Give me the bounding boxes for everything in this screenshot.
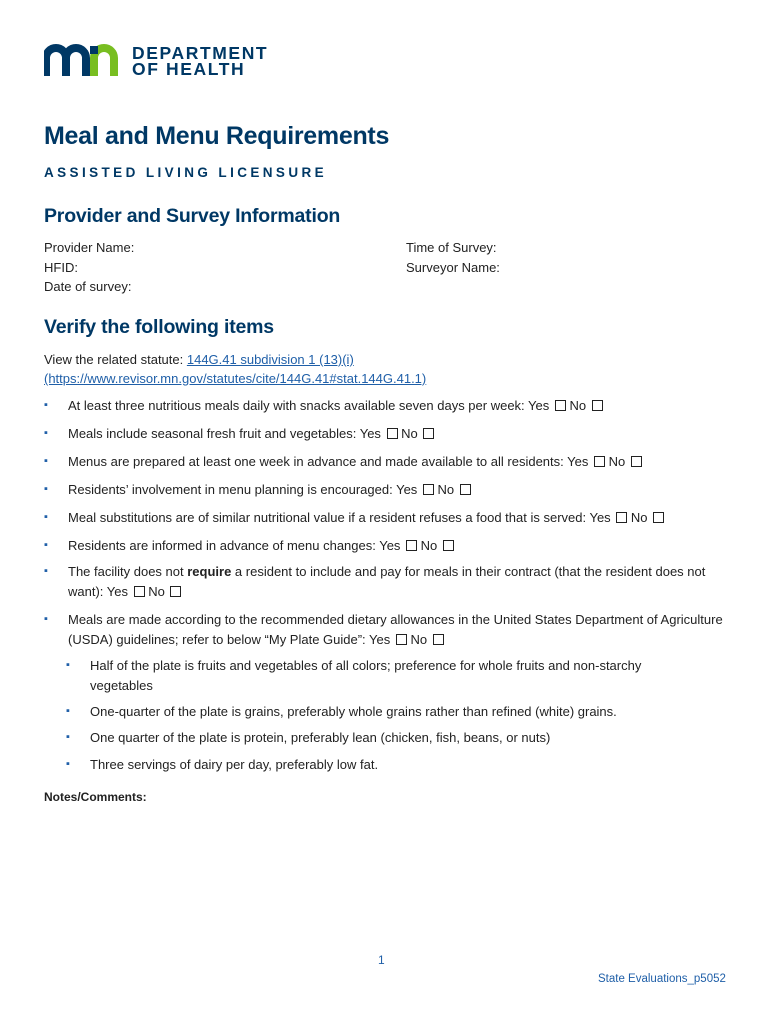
no-checkbox[interactable] bbox=[423, 428, 434, 439]
bullet-icon: ▪ bbox=[44, 613, 48, 625]
bullet-icon: ▪ bbox=[44, 565, 48, 577]
page-subtitle: ASSISTED LIVING LICENSURE bbox=[44, 165, 328, 180]
checklist-item bbox=[44, 562, 724, 601]
time-of-survey-label: Time of Survey: bbox=[406, 240, 497, 255]
surveyor-name-label: Surveyor Name: bbox=[406, 259, 500, 275]
bullet-icon: ▪ bbox=[66, 731, 70, 743]
checklist-item bbox=[44, 610, 724, 649]
no-label: No bbox=[565, 398, 590, 413]
item-text: Meals are made according to the recommended dietary allowances in the United States Department of Agriculture (USDA) guidelines; refer to below “My Plate Guide”: Yes bbox=[68, 612, 723, 647]
verify-heading: Verify the following items bbox=[44, 316, 274, 338]
no-checkbox[interactable] bbox=[460, 484, 471, 495]
sub-item-text: Three servings of dairy per day, preferably low fat. bbox=[90, 757, 379, 772]
no-label: No bbox=[627, 510, 652, 525]
item-text: Meals include seasonal fresh fruit and vegetables: Yes bbox=[68, 426, 385, 441]
statute-prefix: View the related statute: bbox=[44, 352, 187, 367]
sub-list-item bbox=[66, 656, 706, 695]
item-text: Menus are prepared at least one week in advance and made available to all residents: Yes bbox=[68, 454, 592, 469]
checklist-item bbox=[44, 536, 724, 556]
yes-checkbox[interactable] bbox=[555, 400, 566, 411]
yes-checkbox[interactable] bbox=[423, 484, 434, 495]
item-text-bold: require bbox=[187, 564, 232, 579]
item-text-before: The facility does not bbox=[68, 564, 188, 579]
logo-line2: OF HEALTH bbox=[132, 59, 246, 79]
bullet-icon: ▪ bbox=[44, 399, 48, 411]
sub-list-item bbox=[66, 755, 706, 775]
bullet-icon: ▪ bbox=[44, 539, 48, 551]
item-text: Residents are informed in advance of menu changes: Yes bbox=[68, 538, 405, 553]
logo-text bbox=[132, 45, 268, 77]
sub-list-item bbox=[66, 728, 706, 748]
item-text-after: a resident to include and pay for meals in their contract (that the resident does not want): Yes bbox=[68, 564, 706, 599]
no-label: No bbox=[397, 426, 422, 441]
sub-item-text: One quarter of the plate is protein, preferably lean (chicken, fish, beans, or nuts) bbox=[90, 730, 551, 745]
no-label: No bbox=[144, 583, 169, 599]
checklist-item bbox=[44, 424, 724, 444]
bullet-icon: ▪ bbox=[66, 758, 70, 770]
no-checkbox[interactable] bbox=[433, 634, 444, 645]
yes-checkbox[interactable] bbox=[134, 586, 145, 597]
no-label: No bbox=[417, 538, 441, 553]
statute-url-link[interactable]: (https://www.revisor.mn.gov/statutes/cite/144G.41#stat.144G.41.1) bbox=[44, 371, 427, 386]
no-label: No bbox=[433, 482, 458, 497]
yes-checkbox[interactable] bbox=[616, 512, 627, 523]
bullet-icon: ▪ bbox=[44, 483, 48, 495]
yes-checkbox[interactable] bbox=[594, 456, 605, 467]
item-text: Residents’ involvement in menu planning is encouraged: Yes bbox=[68, 482, 421, 497]
item-text: Meal substitutions are of similar nutritional value if a resident refuses a food that is served: Yes bbox=[68, 510, 615, 525]
bullet-icon: ▪ bbox=[66, 705, 70, 717]
sub-item-text: Half of the plate is fruits and vegetables of all colors; preference for whole fruits and non-starchy vegetables bbox=[90, 658, 642, 693]
provider-name-label: Provider Name: bbox=[44, 240, 135, 255]
yes-checkbox[interactable] bbox=[396, 634, 407, 645]
yes-checkbox[interactable] bbox=[406, 540, 417, 551]
no-checkbox[interactable] bbox=[443, 540, 454, 551]
date-of-survey-label: Date of survey: bbox=[44, 279, 132, 294]
no-checkbox[interactable] bbox=[631, 456, 642, 467]
sub-list-item bbox=[66, 702, 706, 722]
no-checkbox[interactable] bbox=[170, 586, 181, 597]
page-number: 1 bbox=[378, 953, 385, 967]
checklist-item bbox=[44, 396, 724, 416]
yes-checkbox[interactable] bbox=[387, 428, 398, 439]
checklist-item bbox=[44, 480, 724, 500]
statute-reference bbox=[44, 350, 426, 388]
mn-logo-mark-icon bbox=[44, 44, 122, 78]
bullet-icon: ▪ bbox=[66, 659, 70, 671]
provider-info-left bbox=[44, 238, 134, 297]
mdh-logo bbox=[44, 44, 268, 78]
hfid-label: HFID: bbox=[44, 259, 78, 275]
notes-label: Notes/Comments: bbox=[44, 790, 147, 804]
statute-link[interactable]: 144G.41 subdivision 1 (13)(i) bbox=[186, 352, 354, 367]
no-label: No bbox=[604, 454, 629, 469]
bullet-icon: ▪ bbox=[44, 511, 48, 523]
provider-info-right bbox=[406, 238, 500, 277]
checklist-item bbox=[44, 508, 724, 528]
no-label: No bbox=[406, 631, 431, 647]
no-checkbox[interactable] bbox=[653, 512, 664, 523]
bullet-icon: ▪ bbox=[44, 427, 48, 439]
footer-text: State Evaluations_p5052 bbox=[598, 973, 726, 985]
page-title: Meal and Menu Requirements bbox=[44, 122, 390, 150]
sub-item-text: One-quarter of the plate is grains, preferably whole grains rather than refined (white) grains. bbox=[90, 704, 617, 719]
bullet-icon: ▪ bbox=[44, 455, 48, 467]
provider-heading: Provider and Survey Information bbox=[44, 205, 341, 227]
logo-line1: DEPARTMENT bbox=[132, 43, 269, 63]
checklist-item bbox=[44, 452, 724, 472]
no-checkbox[interactable] bbox=[592, 400, 603, 411]
item-text: At least three nutritious meals daily with snacks available seven days per week: Yes bbox=[68, 398, 553, 413]
